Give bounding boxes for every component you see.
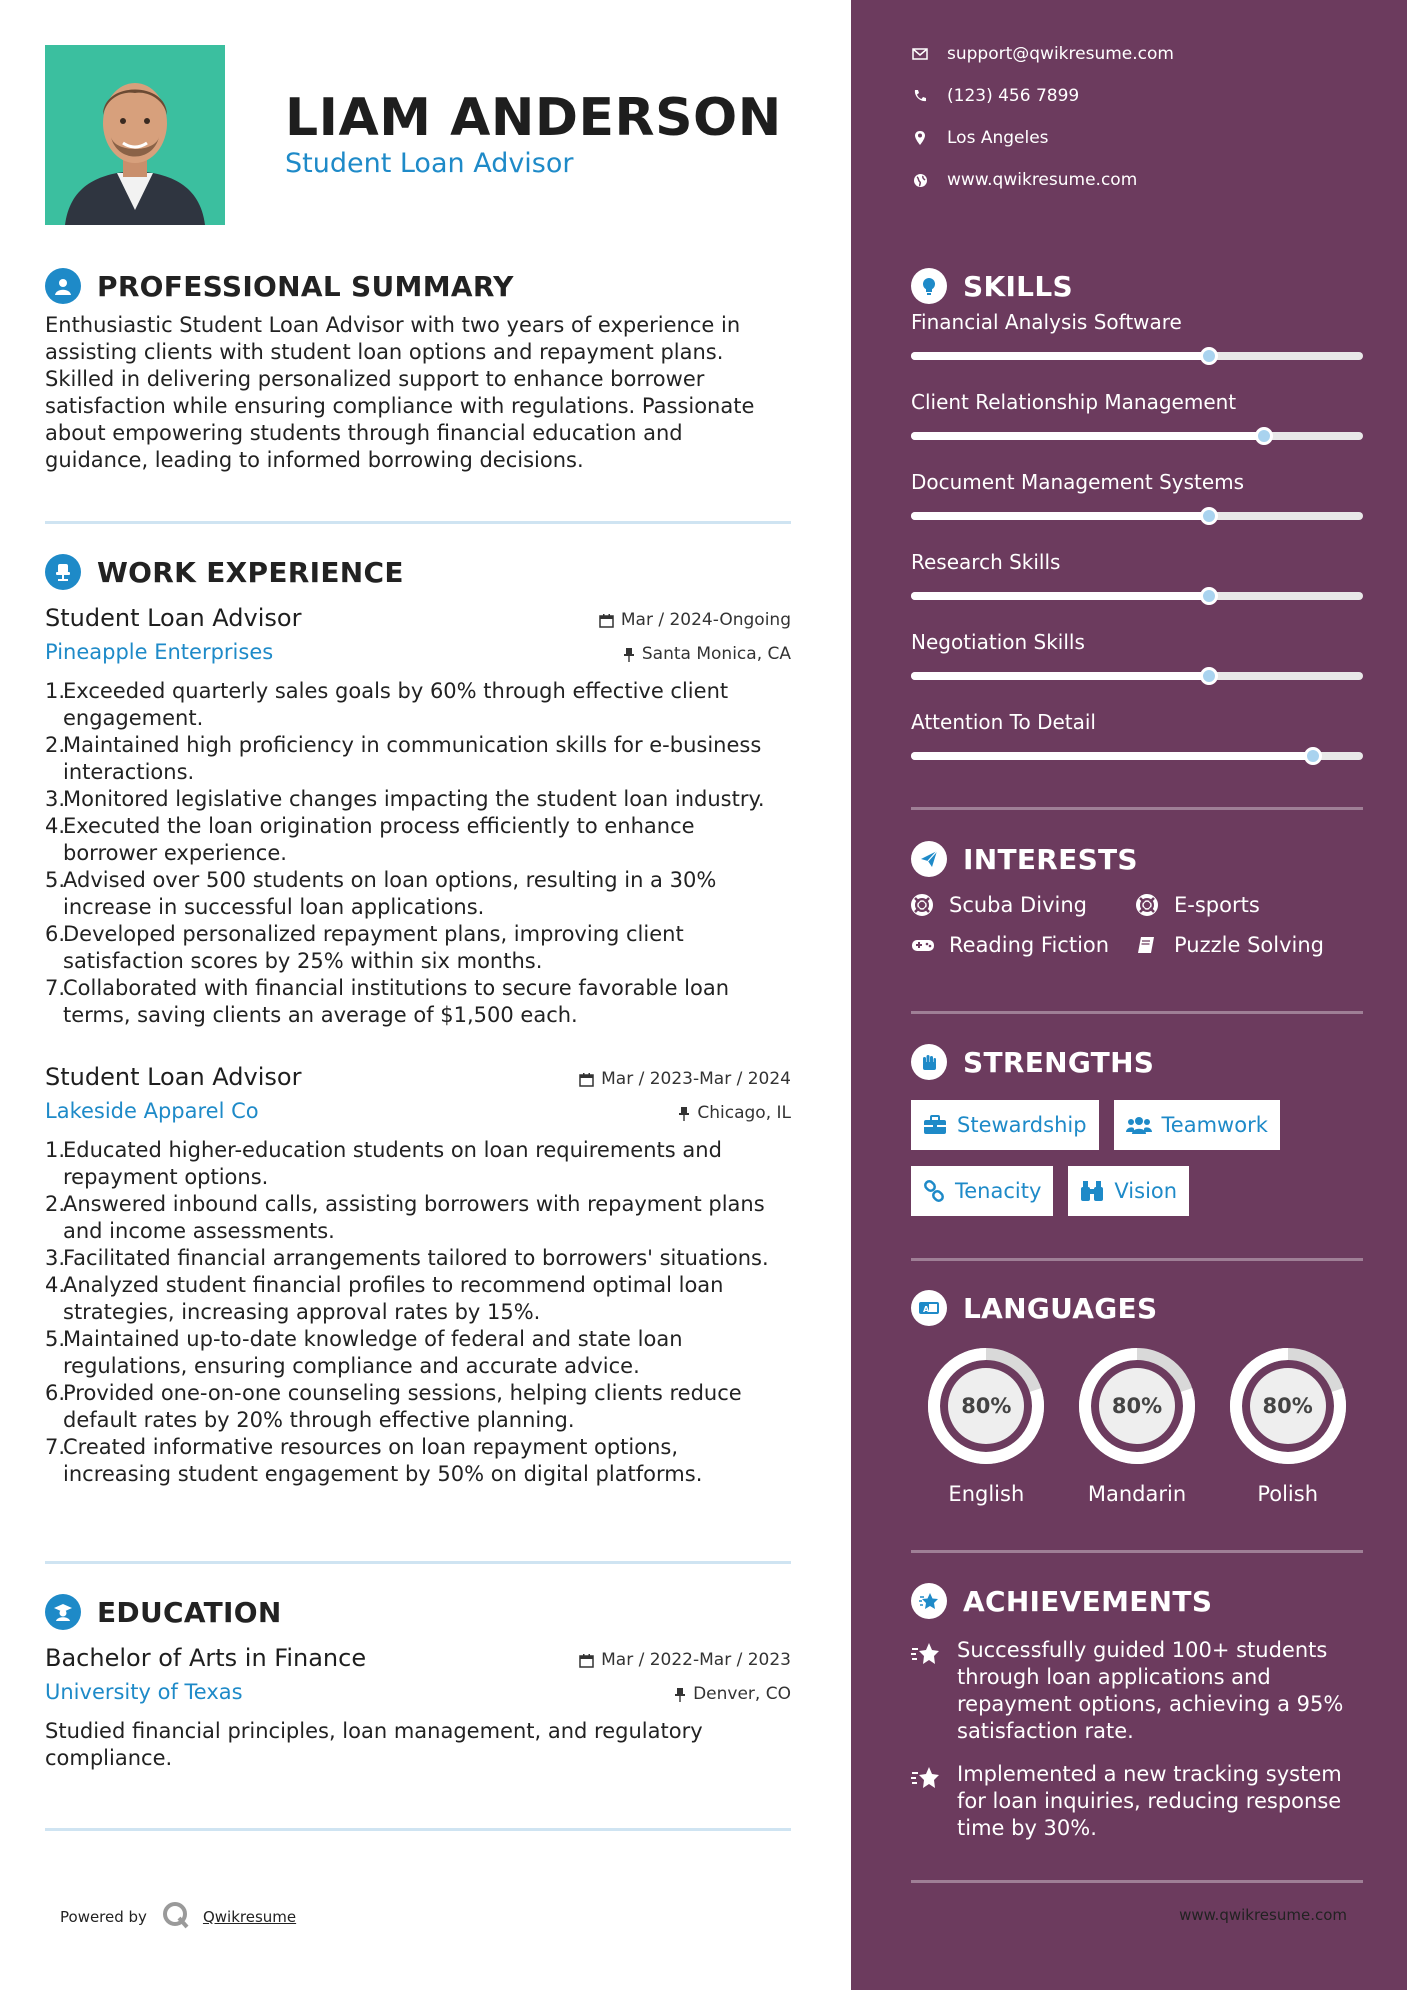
list-item: 3. Facilitated financial arrangements tailored to borrowers' situations.: [45, 1246, 769, 1270]
summary-heading: PROFESSIONAL SUMMARY: [97, 269, 514, 303]
language-ring: [926, 1346, 1046, 1466]
list-item: 4. Executed the loan origination process efficiently to enhance borrower experience.: [45, 814, 695, 865]
strengths-list: [911, 1100, 1363, 1216]
languages-list: [911, 1346, 1363, 1506]
skill-item: [911, 470, 1363, 546]
job-bullets: [45, 1137, 791, 1488]
svg-text:A: A: [923, 1305, 930, 1314]
lifebuoy-icon: [1136, 894, 1162, 916]
binoculars-icon: [1080, 1180, 1104, 1202]
job-date: Mar / 2023-Mar / 2024: [579, 1069, 791, 1089]
experience-heading: WORK EXPERIENCE: [97, 555, 404, 589]
powered-by: Powered by Qwikresume: [60, 1900, 296, 1934]
calendar-icon: [579, 1072, 594, 1087]
experience-section: [45, 552, 791, 1488]
summary-text: Enthusiastic Student Loan Advisor with two years of experience in assisting clients with student loan options and repayment plans. Skilled in delivering personalized support to enhance borrower satisfaction while ensuring compliance with regulations. Passionate about empowering students through financial education and guidance, leading to informed borrowing decisions.: [45, 313, 755, 472]
job-location: Chicago, IL: [678, 1103, 791, 1123]
language-ring: [1228, 1346, 1348, 1466]
section-divider: [45, 521, 791, 524]
gamepad-icon: [911, 937, 937, 953]
translate-icon: [911, 1290, 947, 1326]
globe-icon: [911, 173, 929, 188]
summary-section: [45, 266, 791, 474]
interest-item: Reading Fiction: [911, 933, 1136, 957]
skill-bar: [911, 512, 1363, 520]
contact-phone[interactable]: (123) 456 7899: [911, 86, 1079, 106]
skill-name: Attention To Detail: [911, 710, 1096, 734]
degree: Bachelor of Arts in Finance: [45, 1644, 367, 1672]
job-bullets: [45, 678, 791, 1029]
skill-item: [911, 710, 1363, 786]
user-icon: [45, 268, 81, 304]
skill-level-handle: [1200, 347, 1218, 365]
school: University of Texas: [45, 1680, 243, 1704]
list-item: 5. Maintained up-to-date knowledge of federal and state loan regulations, ensuring compliance and accurate advice.: [45, 1327, 683, 1378]
achievement-item: Successfully guided 100+ students through loan applications and repayment options, achieving a 95% satisfaction rate.: [911, 1637, 1363, 1745]
interest-item: E-sports: [1136, 893, 1363, 917]
education-heading: EDUCATION: [97, 1595, 282, 1629]
skill-bar: [911, 672, 1363, 680]
section-divider: [45, 1561, 791, 1564]
job-role: Student Loan Advisor: [45, 1063, 302, 1091]
list-item: 7. Created informative resources on loan repayment options, increasing student engagement by 50% on digital platforms.: [45, 1435, 703, 1486]
languages-heading: LANGUAGES: [963, 1291, 1158, 1325]
achievement-item: Implemented a new tracking system for loan inquiries, reducing response time by 30%.: [911, 1761, 1363, 1842]
skill-item: [911, 310, 1363, 386]
skill-level-handle: [1200, 667, 1218, 685]
job-entry: [45, 600, 791, 1029]
skill-level-handle: [1255, 427, 1273, 445]
education-section: [45, 1592, 791, 1772]
skill-item: [911, 390, 1363, 466]
list-item: 1. Educated higher-education students on loan requirements and repayment options.: [45, 1138, 722, 1189]
list-item: 2. Maintained high proficiency in communication skills for e-business interactions.: [45, 733, 762, 784]
strength-badge: Vision: [1068, 1166, 1189, 1216]
list-item: 2. Answered inbound calls, assisting borrowers with repayment plans and income assessments.: [45, 1192, 765, 1243]
briefcase-icon: [923, 1115, 947, 1135]
skill-item: [911, 550, 1363, 626]
achievements-heading: ACHIEVEMENTS: [963, 1584, 1213, 1618]
language-percent: 80%: [1111, 1394, 1163, 1418]
language-ring: [1077, 1346, 1197, 1466]
achievements-section: [911, 1581, 1363, 1842]
link-icon: [923, 1180, 945, 1202]
section-divider: [911, 1258, 1363, 1261]
skill-name: Financial Analysis Software: [911, 310, 1182, 334]
language-name: English: [948, 1482, 1025, 1506]
sidebar: [851, 0, 1407, 1990]
list-item: 1. Exceeded quarterly sales goals by 60% through effective client engagement.: [45, 679, 729, 730]
strength-badge: Tenacity: [911, 1166, 1053, 1216]
skills-heading: SKILLS: [963, 269, 1073, 303]
job-company: Lakeside Apparel Co: [45, 1099, 259, 1123]
skill-bar: [911, 592, 1363, 600]
office-chair-icon: [45, 554, 81, 590]
book-icon: [1136, 935, 1162, 955]
languages-section: [911, 1288, 1363, 1506]
pin-icon: [678, 1106, 690, 1121]
skill-name: Document Management Systems: [911, 470, 1245, 494]
section-divider: [911, 807, 1363, 810]
language-percent: 80%: [1262, 1394, 1313, 1418]
users-icon: [1126, 1115, 1152, 1135]
skill-item: [911, 630, 1363, 706]
language-item: [1212, 1346, 1363, 1506]
language-name: Mandarin: [1087, 1482, 1187, 1506]
list-item: 7. Collaborated with financial institutions to secure favorable loan terms, saving clients an average of $1,500 each.: [45, 976, 730, 1027]
contact-location: Los Angeles: [911, 128, 1049, 148]
education-text: Studied financial principles, loan management, and regulatory compliance.: [45, 1719, 703, 1770]
list-item: 3. Monitored legislative changes impacting the student loan industry.: [45, 787, 765, 811]
skill-bar: [911, 752, 1363, 760]
skill-name: Research Skills: [911, 550, 1061, 574]
contact-website[interactable]: www.qwikresume.com: [911, 170, 1137, 190]
phone-icon: [911, 89, 929, 103]
language-item: [911, 1346, 1062, 1506]
pin-icon: [674, 1687, 686, 1702]
skill-bar: [911, 432, 1363, 440]
candidate-title: Student Loan Advisor: [285, 148, 574, 179]
qwikresume-logo-icon: [161, 1900, 191, 1934]
skill-name: Client Relationship Management: [911, 390, 1237, 414]
job-role: Student Loan Advisor: [45, 604, 302, 632]
strength-badge: Stewardship: [911, 1100, 1099, 1150]
skill-level-handle: [1200, 507, 1218, 525]
pin-icon: [623, 647, 635, 662]
graduate-icon: [45, 1594, 81, 1630]
skills-list: [911, 310, 1363, 786]
strength-badge: Teamwork: [1114, 1100, 1280, 1150]
envelope-icon: [911, 48, 929, 60]
language-item: [1062, 1346, 1213, 1506]
list-item: 6. Developed personalized repayment plans, improving client satisfaction scores by 25% within six months.: [45, 922, 684, 973]
section-divider: [911, 1011, 1363, 1014]
interests-section: [911, 839, 1363, 957]
skill-bar: [911, 352, 1363, 360]
list-item: 6. Provided one-on-one counseling sessions, helping clients reduce default rates by 20% through effective planning.: [45, 1381, 742, 1432]
list-item: 5. Advised over 500 students on loan options, resulting in a 30% increase in successful loan applications.: [45, 868, 717, 919]
strengths-heading: STRENGTHS: [963, 1045, 1155, 1079]
strengths-section: [911, 1042, 1363, 1216]
job-company: Pineapple Enterprises: [45, 640, 274, 664]
star-badge-icon: [911, 1583, 947, 1619]
lifebuoy-icon: [911, 894, 937, 916]
calendar-icon: [599, 613, 614, 628]
section-divider: [911, 1880, 1363, 1883]
fist-icon: [911, 1044, 947, 1080]
skill-level-handle: [1304, 747, 1322, 765]
star-icon: [911, 1761, 941, 1842]
skill-level-handle: [1200, 587, 1218, 605]
language-name: Polish: [1257, 1482, 1319, 1506]
skill-name: Negotiation Skills: [911, 630, 1085, 654]
education-location: Denver, CO: [674, 1684, 791, 1704]
lightbulb-icon: [911, 268, 947, 304]
footer-website[interactable]: www.qwikresume.com: [1179, 1906, 1347, 1924]
job-date: Mar / 2024-Ongoing: [599, 610, 791, 630]
interests-list: [911, 893, 1363, 957]
section-divider: [45, 1828, 791, 1831]
skills-section: [911, 266, 1363, 786]
candidate-name: LIAM ANDERSON: [285, 88, 782, 148]
interest-item: Puzzle Solving: [1136, 933, 1363, 957]
interests-heading: INTERESTS: [963, 842, 1138, 876]
star-icon: [911, 1637, 941, 1745]
profile-photo: [45, 45, 225, 225]
job-location: Santa Monica, CA: [623, 644, 791, 664]
education-entry: [45, 1640, 791, 1772]
section-divider: [911, 1550, 1363, 1553]
contact-email[interactable]: support@qwikresume.com: [911, 44, 1174, 64]
education-date: Mar / 2022-Mar / 2023: [579, 1650, 791, 1670]
brand-link[interactable]: Qwikresume: [202, 1908, 297, 1926]
interest-item: Scuba Diving: [911, 893, 1136, 917]
job-entry: [45, 1059, 791, 1488]
language-percent: 80%: [961, 1394, 1012, 1418]
calendar-icon: [579, 1653, 594, 1668]
paper-plane-icon: [911, 841, 947, 877]
map-marker-icon: [911, 130, 929, 146]
list-item: 4. Analyzed student financial profiles to recommend optimal loan strategies, increasing approval rates by 15%.: [45, 1273, 724, 1324]
